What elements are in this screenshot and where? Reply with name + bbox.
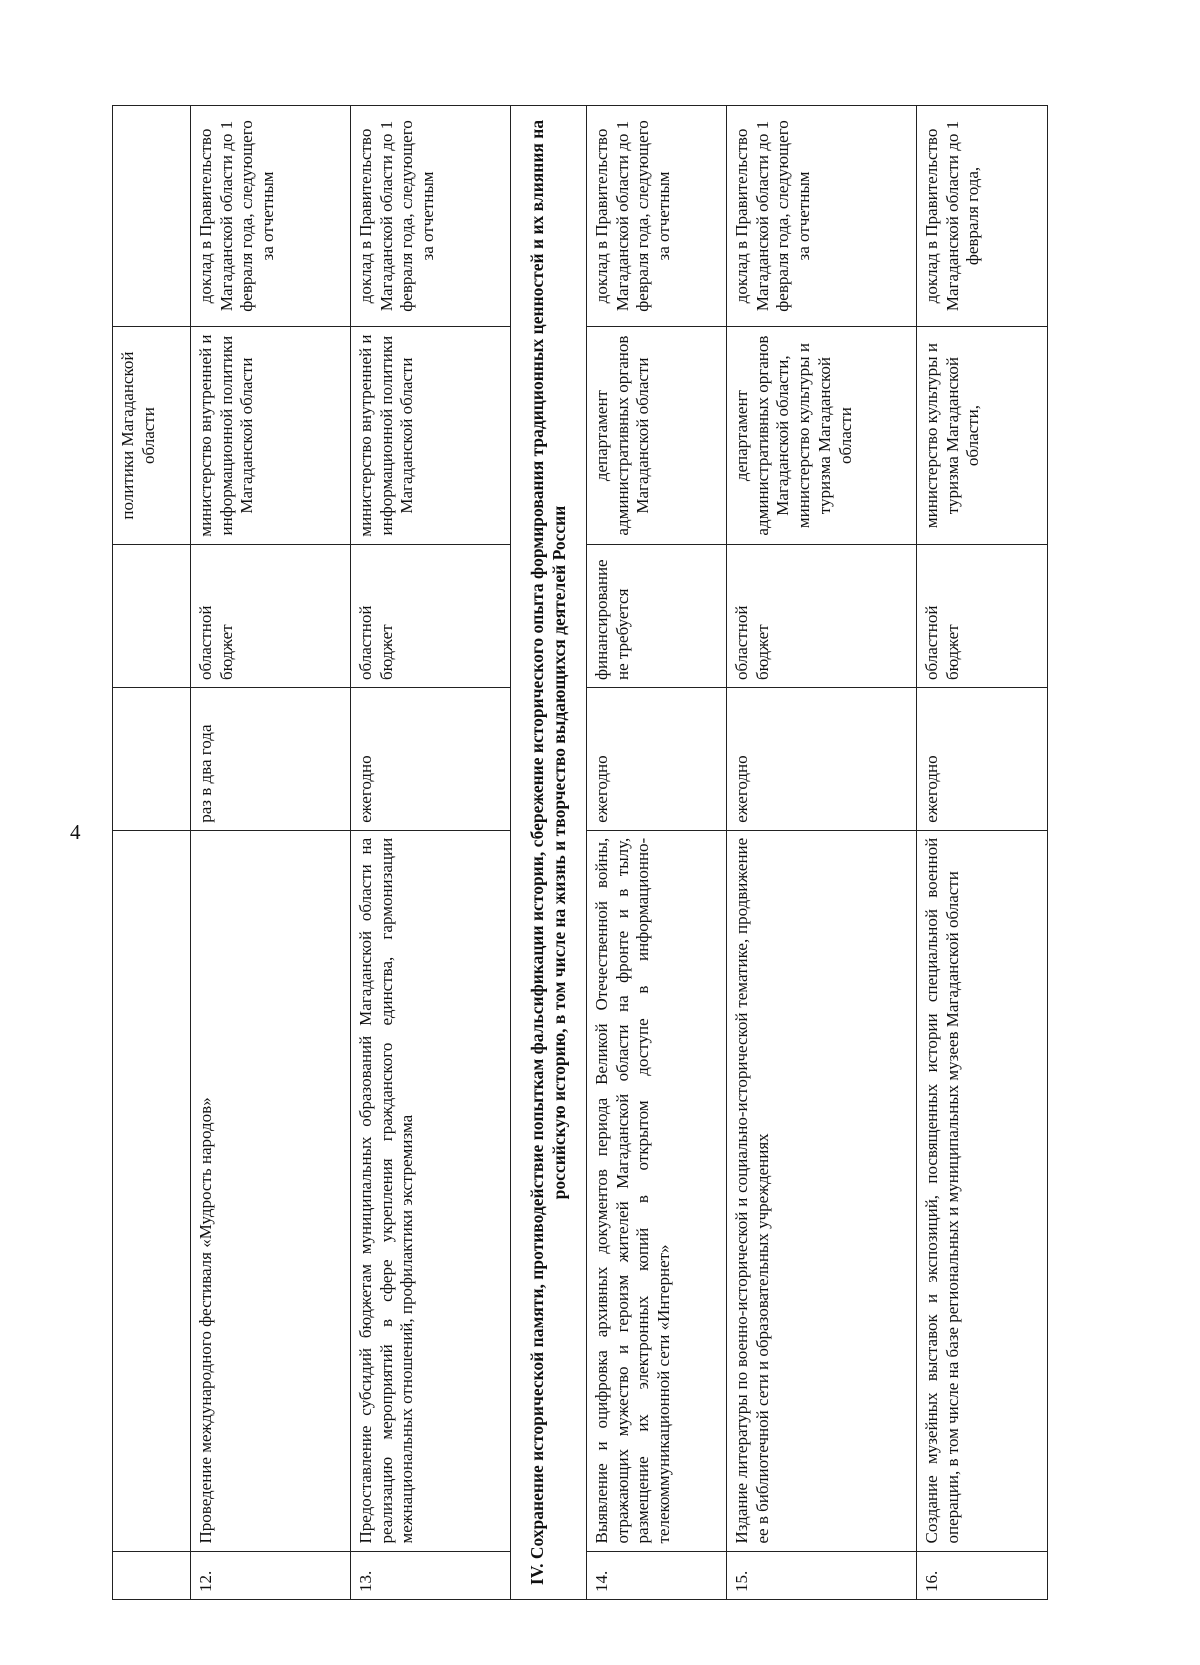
event-cell: Выявление и оцифровка архивных документов периода Великой Отечественной войны, отражающих мужество и героизм жителей Магаданской области на фронте и в тылу, размещение их электронных копий в открытом доступе в информационно-телекоммуникационной сети «Интернет» [587,830,727,1551]
row-number: 14. [587,1551,727,1599]
row-number: 16. [917,1551,1048,1599]
executor-cell: департамент административных органов Магаданской области, министерство культуры и туризма Магаданской области [727,326,917,544]
rotated-table-container [112,105,1047,1600]
term-cell: раз в два года [191,688,351,831]
funding-cell: областной бюджет [191,545,351,688]
executor-cell: политики Магаданской области [113,326,191,544]
table-cell [113,1551,191,1599]
report-cell: доклад в Правительство Магаданской области до 1 февраля года, следующего за отчетным [191,106,351,327]
table-row [113,106,191,1600]
row-number: 12. [191,1551,351,1599]
report-cell: доклад в Правительство Магаданской области до 1 февраля года, [917,106,1048,327]
event-cell: Издание литературы по военно-исторической и социально-исторической тематике, продвижение ее в библиотечной сети и образовательных учреждениях [727,830,917,1551]
term-cell: ежегодно [917,688,1048,831]
funding-cell: финансирование не требуется [587,545,727,688]
plan-table [112,105,1048,1600]
event-cell: Предоставление субсидий бюджетам муниципальных образований Магаданской области на реализацию мероприятий в сфере укрепления гражданского единства, гармонизации межнациональных отношений, профилактики экстремизма [351,830,511,1551]
executor-cell: министерство внутренней и информационной политики Магаданской области [351,326,511,544]
table-row [587,106,727,1600]
funding-cell: областной бюджет [727,545,917,688]
event-cell: Создание музейных выставок и экспозиций, посвященных истории специальной военной операции, в том числе на базе региональных и муниципальных музеев Магаданской области [917,830,1048,1551]
row-number: 15. [727,1551,917,1599]
term-cell: ежегодно [587,688,727,831]
table-cell [113,830,191,1551]
executor-cell: министерство культуры и туризма Магаданской области, [917,326,1048,544]
page-number: 4 [70,820,81,844]
row-number: 13. [351,1551,511,1599]
report-cell: доклад в Правительство Магаданской области до 1 февраля года, следующего за отчетным [351,106,511,327]
section-row [511,106,587,1600]
executor-cell: департамент административных органов Магаданской области [587,326,727,544]
table-row [727,106,917,1600]
report-cell: доклад в Правительство Магаданской области до 1 февраля года, следующего за отчетным [727,106,917,327]
term-cell: ежегодно [351,688,511,831]
table-cell [113,688,191,831]
table-row [191,106,351,1600]
funding-cell: областной бюджет [351,545,511,688]
section-title: IV. Сохранение исторической памяти, противодействие попыткам фальсификации истории, сбережение исторического опыта формирования традиционных ценностей и их влияния на российскую историю, в том числе на жизнь и творчество выдающихся деятелей России [511,106,587,1600]
table-cell [113,106,191,327]
report-cell: доклад в Правительство Магаданской области до 1 февраля года, следующего за отчетным [587,106,727,327]
table-cell [113,545,191,688]
term-cell: ежегодно [727,688,917,831]
executor-cell: министерство внутренней и информационной политики Магаданской области [191,326,351,544]
event-cell: Проведение международного фестиваля «Мудрость народов» [191,830,351,1551]
table-row [351,106,511,1600]
table-row [917,106,1048,1600]
funding-cell: областной бюджет [917,545,1048,688]
